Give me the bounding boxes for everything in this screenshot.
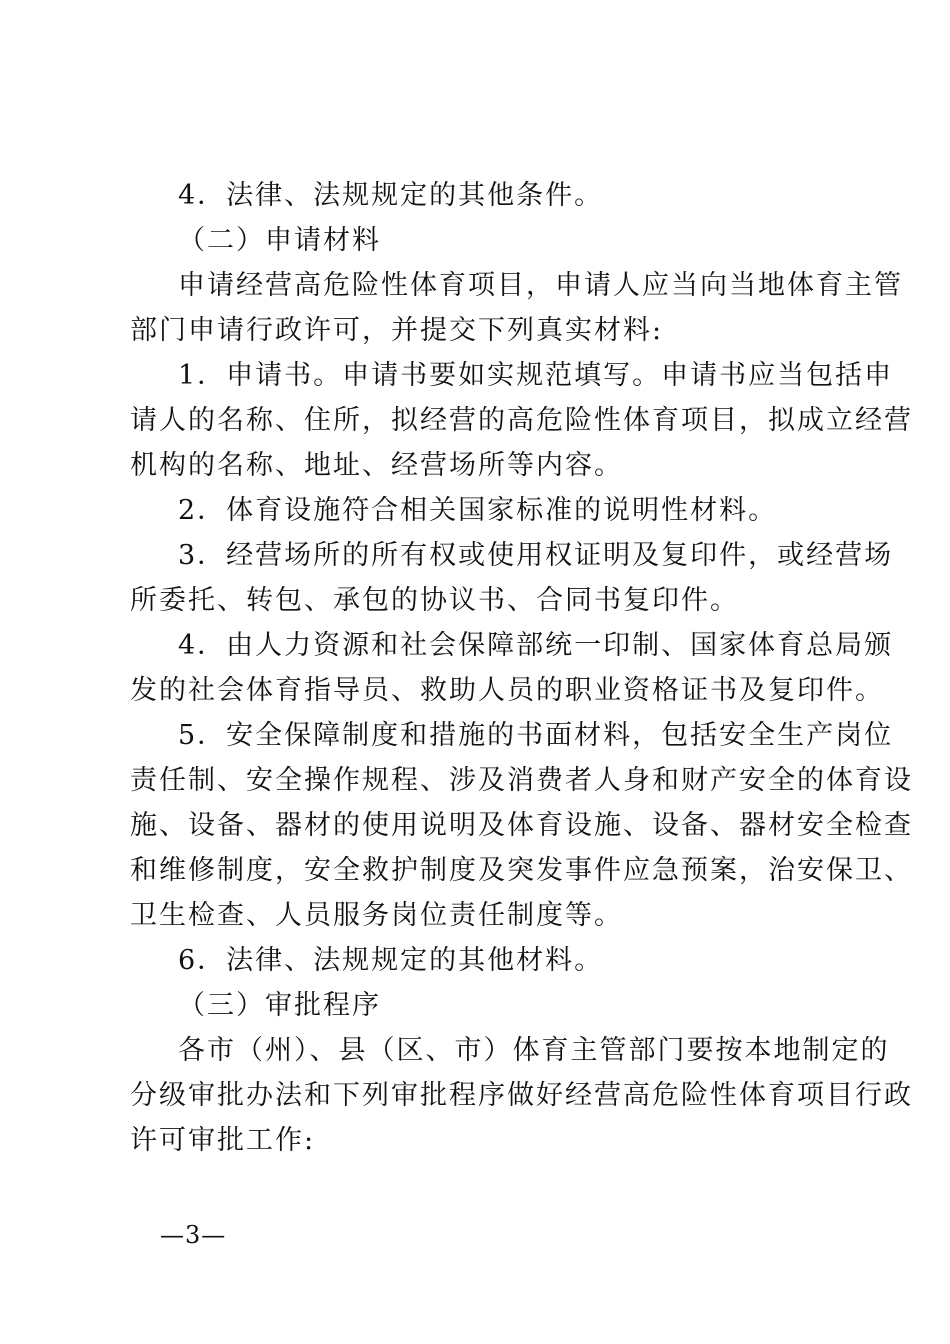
paragraph-line: 分级审批办法和下列审批程序做好经营高危险性体育项目行政 bbox=[130, 1080, 913, 1111]
list-item-line: 责任制、安全操作规程、涉及消费者人身和财产安全的体育设 bbox=[130, 765, 913, 796]
section-heading-approval-procedure: （三）审批程序 bbox=[178, 990, 381, 1021]
list-item-line: 和维修制度，安全救护制度及突发事件应急预案，治安保卫、 bbox=[130, 855, 913, 886]
list-item-line: 4．由人力资源和社会保障部统一印制、国家体育总局颁 bbox=[178, 630, 894, 661]
list-item-line: 卫生检查、人员服务岗位责任制度等。 bbox=[130, 900, 623, 931]
list-item-line: 施、设备、器材的使用说明及体育设施、设备、器材安全检查 bbox=[130, 810, 913, 841]
section-heading-application-materials: （二）申请材料 bbox=[178, 225, 381, 256]
list-item-line: 1．申请书。申请书要如实规范填写。申请书应当包括申 bbox=[178, 360, 894, 391]
paragraph-line: 部门申请行政许可，并提交下列真实材料: bbox=[130, 315, 664, 346]
paragraph-line: 申请经营高危险性体育项目，申请人应当向当地体育主管 bbox=[178, 270, 903, 301]
list-item-line: 6．法律、法规规定的其他材料。 bbox=[178, 945, 604, 976]
page-number: —3— bbox=[160, 1221, 227, 1249]
list-item-line: 3．经营场所的所有权或使用权证明及复印件，或经营场 bbox=[178, 540, 894, 571]
paragraph-line: 各市（州）、县（区、市）体育主管部门要按本地制定的 bbox=[178, 1035, 890, 1066]
list-item-line: 2．体育设施符合相关国家标准的说明性材料。 bbox=[178, 495, 778, 526]
list-item-line: 请人的名称、住所，拟经营的高危险性体育项目，拟成立经营 bbox=[130, 405, 913, 436]
paragraph-line: 许可审批工作: bbox=[130, 1125, 316, 1156]
list-item-line: 所委托、转包、承包的协议书、合同书复印件。 bbox=[130, 585, 739, 616]
list-item-line: 机构的名称、地址、经营场所等内容。 bbox=[130, 450, 623, 481]
list-item-line: 5．安全保障制度和措施的书面材料，包括安全生产岗位 bbox=[178, 720, 894, 751]
list-item-line: 发的社会体育指导员、救助人员的职业资格证书及复印件。 bbox=[130, 675, 884, 706]
text-line-condition-4: 4．法律、法规规定的其他条件。 bbox=[178, 180, 604, 211]
